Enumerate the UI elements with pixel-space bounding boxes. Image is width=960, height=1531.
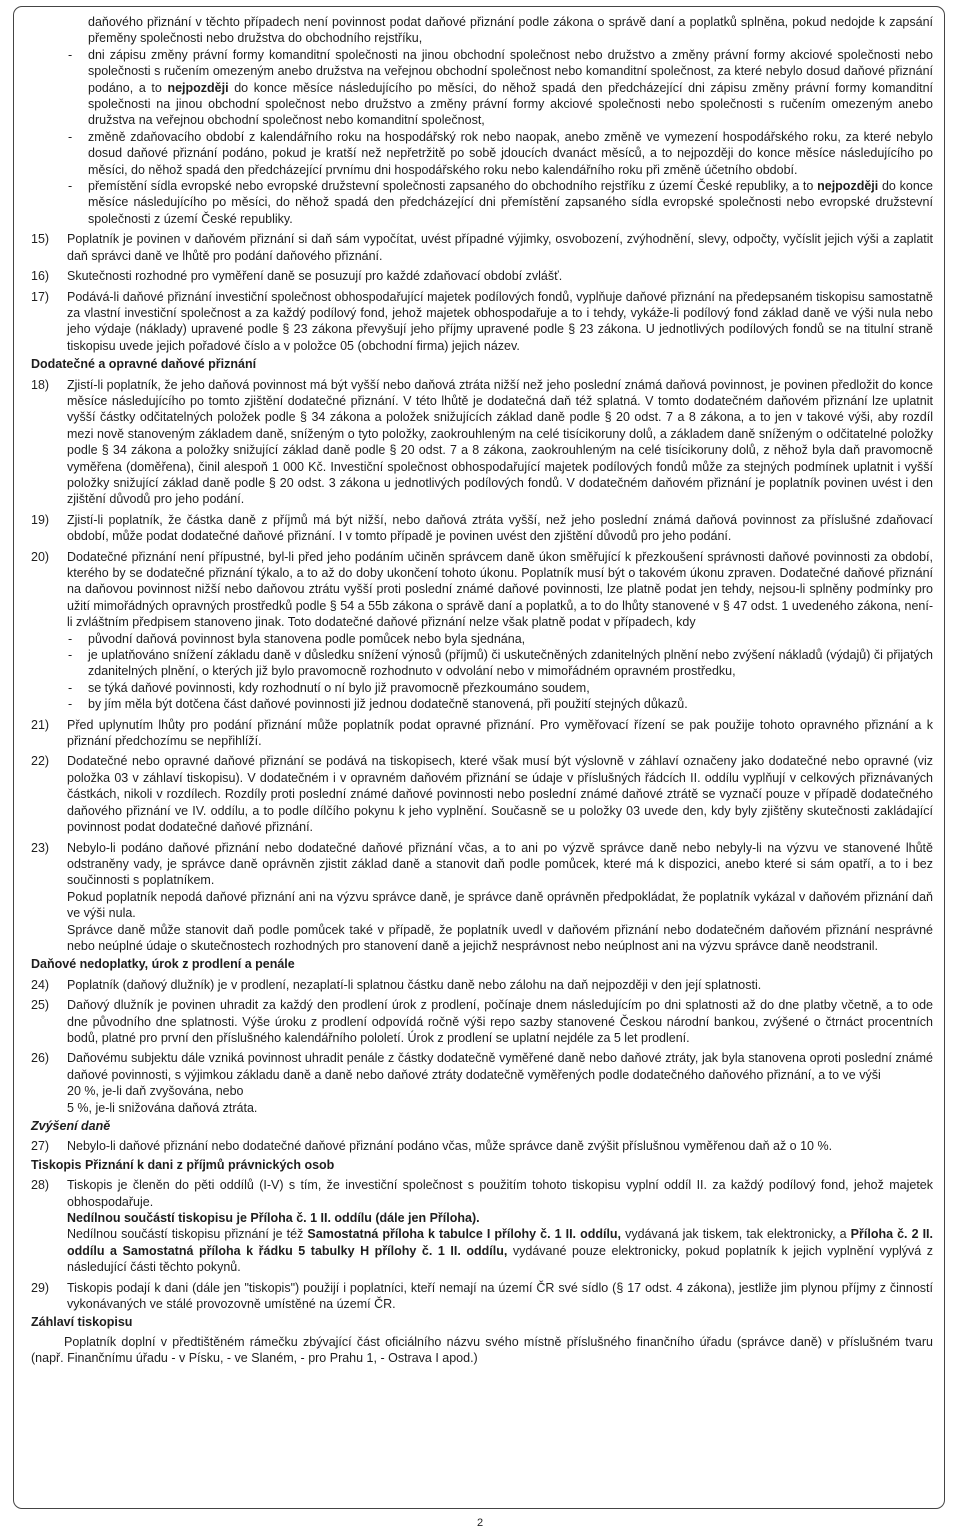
body-text: Daňovému subjektu dále vzniká povinnost uhradit penále z částky dodatečně vyměřené daně nebo daňové ztráty, jak byla stanovena oproti poslední známé daňové povinnosti, s výjimkou základu daně a daně nebo daňové ztráty dodatečně vyměřených podle dodatečného daňového přiznání, a to ve výši: [67, 1051, 933, 1082]
numbered-item: [31, 231, 933, 264]
indented-paragraph: [31, 1100, 933, 1116]
body-text: původní daňová povinnost byla stanovena podle pomůcek nebo byla sjednána,: [88, 631, 526, 646]
body-text: Podává-li daňové přiznání investiční společnost obhospodařující majetek podílových fondů, vyplňuje daňové přiznání na předepsaném tiskopisu samostatně za vlastní investiční společnost a za každý podílový fond, jehož majetek obhospodařuje a to i tehdy, vykáže-li podílový fond základ daně ve výši nula nebo jeho výdaje (náklady) upravené podle § 23 zákona převyšují jeho příjmy upravené podle § 23 zákona. U jednotlivých podílových fondů se na titulní straně tiskopisu uvede jejich pořadové číslo a v položce 05 (obchodní firma) jejich název.: [67, 289, 933, 353]
item-number: 25): [31, 998, 50, 1013]
list-dash: -: [68, 697, 73, 712]
item-number: 20): [31, 549, 50, 564]
body-text: je uplatňováno snížení základu daně v důsledku snížení výnosů (příjmů) či uskutečněných zdanitelných plnění nebo zvýšení nákladů (výdajů) či přijatých zdanitelných plnění, o kterých již bylo pravomocně rozhodnuto v odvolání nebo v mimořádném opravném prostředku,: [88, 648, 933, 679]
section-heading: Tiskopis Přiznání k dani z příjmů právnických osob: [31, 1157, 335, 1172]
numbered-item: [31, 1177, 933, 1210]
numbered-item: [31, 717, 933, 750]
item-number: 23): [31, 840, 50, 855]
body-text: Zjistí-li poplatník, že částka daně z příjmů má být nižší, nebo daňová ztráta vyšší, než jeho poslední známá daňová povinnost za příslušné zdaňovací období, může podat dodatečné daňové přiznání. I v tomto případě je povinen uvést den zjištění důvodů pro jeho podání.: [67, 512, 933, 544]
list-dash: -: [68, 129, 73, 144]
indented-paragraph: [31, 1210, 933, 1226]
sub-list-item: [31, 696, 933, 712]
item-number: 15): [31, 232, 50, 247]
item-number: 29): [31, 1280, 50, 1295]
numbered-item: [31, 840, 933, 889]
body-text: do konce měsíce následujícího po měsíci, do něhož spadá den předcházející dni přemístění zapsaného sídla evropské společnosti nebo evropské družstevní společnosti z území České republiky.: [88, 179, 933, 226]
body-text: Poplatník je povinen v daňovém přiznání si daň sám vypočítat, uvést případné výjimky, osvobození, zvýhodnění, slevy, odpočty, vyčíslit jejich výši a zaplatit daň správci daně ve lhůtě pro podání daňového přiznání.: [67, 232, 933, 263]
numbered-item: [31, 1280, 933, 1313]
item-number: 16): [31, 269, 50, 284]
body-text: Před uplynutím lhůty pro podání přiznání může poplatník podat opravné přiznání. Pro vyměřovací řízení se pak použije tohoto opravného přiznání a k přiznání předchozímu se nepřihlíží.: [67, 717, 933, 749]
item-number: 17): [31, 289, 50, 304]
list-dash: -: [68, 631, 73, 646]
body-text: Nebylo-li daňové přiznání nebo dodatečné daňové přiznání podáno včas, může správce daně zvýšit příslušnou vyměřenou daň až o 10 %.: [67, 1139, 833, 1154]
body-text: se týká daňové povinnosti, kdy rozhodnutí o ní bylo již pravomocně přezkoumáno soudem,: [88, 680, 590, 695]
numbered-item: [31, 289, 933, 355]
body-text: Nebylo-li podáno daňové přiznání nebo dodatečné daňové přiznání včas, a to ani po výzvě správce daně nebo nebyly-li na výzvu ve stanovené lhůtě odstraněny vady, je správce daně oprávněn zjistit základ daně a stanovit daň podle pomůcek, které má k dispozici, anebo které si sám opatří, a to i bez součinnosti s poplatníkem.: [67, 840, 933, 888]
numbered-item: [31, 977, 933, 993]
body-text: Dodatečné nebo opravné daňové přiznání se podává na tiskopisech, které však musí být výslovně v záhlaví označeny jako dodatečné nebo opravné (viz položka 03 v záhlaví tiskopisu). V dodatečném i v opravném daňovém přiznání se údaje v příslušných řádcích II. oddílu vyplňují v celkových přiznávaných částkách, nikoli v rozdílech. Rozdíly proti poslední známé daňové povinnosti nebo poslední známé daňové ztrátě se vyznačí pouze v případě dodatečného daňového přiznání ve IV. oddílu, a to podle dílčího pokynu k jeho vyplnění. Současně se u položky 03 uvede den, kdy byly zjištěny skutečnosti zakládající povinnost podat dodatečné daňové přiznání.: [67, 754, 933, 835]
body-text: Nedílnou součástí tiskopisu přiznání je též: [67, 1227, 308, 1242]
list-dash: -: [68, 680, 73, 695]
paragraph-continuation: [31, 14, 933, 47]
section-heading: Dodatečné a opravné daňové přiznání: [31, 357, 257, 372]
numbered-item: [31, 377, 933, 508]
body-text: Dodatečné přiznání není přípustné, byl-li před jeho podáním učiněn správcem daně úkon směřující k přezkoušení správnosti daňové povinnosti za období, kterého by se dodatečné přiznání týkalo, a to až do doby ukončení tohoto úkonu. Poplatník musí být o takovém úkonu zpraven. Dodatečné daňové přiznání na daňovou povinnost nižší nebo daňovou ztrátu vyšší proti poslední známé daňové povinnosti, lze platně podat jen tehdy, nejsou-li splněny podmínky pro užití mimořádných opravných prostředků podle § 54 a 55b zákona o správě daní a poplatků, a to do lhůty stanovené v § 47 odst. 1 uvedeného zákona, není-li zvláštním předpisem stanoveno jinak. Toto dodatečné daňové přiznání nelze však platně podat v případech, kdy: [67, 549, 933, 630]
numbered-item: [31, 549, 933, 631]
numbered-item: [31, 512, 933, 545]
indented-paragraph: [31, 1083, 933, 1099]
sub-list-item: [31, 647, 933, 680]
dash-list-item: [31, 178, 933, 227]
page-number: 2: [476, 1517, 484, 1529]
body-text: přemístění sídla evropské nebo evropské družstevní společnosti zapsaného do obchodního rejstříku z území České republiky, a to: [88, 179, 818, 194]
item-number: 22): [31, 754, 50, 769]
body-text: Tiskopis podají k dani (dále jen "tiskopis") použijí i poplatníci, kteří nemají na území ČR své sídlo (§ 17 odst. 4 zákona), jestliže jim plynou příjmy z činností vykonávaných ve stálé provozovně umístěné na území ČR.: [67, 1280, 933, 1312]
item-number: 27): [31, 1139, 50, 1154]
body-text: 20 %, je-li daň zvyšována, nebo: [67, 1084, 244, 1099]
body-text: Skutečnosti rozhodné pro vyměření daně se posuzují pro každé zdaňovací období zvlášť.: [67, 269, 563, 284]
document-body: [31, 14, 933, 1367]
list-dash: -: [68, 648, 73, 663]
section-heading: Daňové nedoplatky, úrok z prodlení a penále: [31, 957, 295, 972]
item-number: 26): [31, 1051, 50, 1066]
sub-list-item: [31, 631, 933, 647]
dash-list-item: [31, 129, 933, 178]
numbered-item: [31, 997, 933, 1046]
body-text: Zjistí-li poplatník, že jeho daňová povinnost má být vyšší nebo daňová ztráta nižší než jeho poslední známá daňová povinnost, je povinen předložit do konce měsíce následujícího po tomto zjištění dodatečné přiznání. V této lhůtě je dodatečná daň též splatná. V tomto dodatečném daňovém přiznání lze uplatnit vyšší částky odčitatelných položek podle § 34 zákona a položek snižujících základ daně podle § 20 odst. 7 a 8 zákona, a to jen v takové výši, aby rozdíl mezi nově stanoveným základem daně, sníženým o tyto položky, zaokrouhleným na celé tisícikoruny dolů, a základem daně sníženým o odčitatelné položky podle § 34 zákona a položky snižující základ daně podle § 20 odst. 7 a 8 zákona, zaokrouhleným na celé tisícikoruny dolů, z něhož byla daň pravomocně vyměřena (doměřena), činil alespoň 1 000 Kč. Investiční společnost obhospodařující majetek podílových fondů může za stejných podmínek uplatnit i vyšší položky snižující základ daně podle § 20 odst. 3 zákona u jednotlivých podílových fondů. V dodatečném daňovém přiznání je poplatník povinen uvést i den zjištění důvodů pro jeho podání.: [67, 377, 933, 507]
dash-list-item: [31, 47, 933, 129]
body-text: vydávaná jak tiskem, tak elektronicky, a: [621, 1227, 851, 1242]
indented-paragraph: [31, 889, 933, 922]
sub-list-item: [31, 680, 933, 696]
emphasis-text: nejpozději: [817, 179, 879, 194]
body-text: vydávané pouze elektronicky, pokud poplatník k jejich vyplnění vyplývá z následující části těchto pokynů.: [67, 1243, 933, 1275]
section-heading: Zvýšení daně: [31, 1119, 111, 1133]
emphasis-text: nejpozději: [167, 80, 229, 95]
item-number: 28): [31, 1178, 50, 1193]
indented-paragraph: [31, 1226, 933, 1275]
emphasis-text: Samostatná příloha k tabulce I přílohy č. 1 II. oddílu,: [307, 1227, 622, 1242]
body-text: Poplatník (daňový dlužník) je v prodlení, nezaplatí-li splatnou částku daně nebo zálohu na daň nejpozději v den její splatnosti.: [67, 977, 762, 992]
item-number: 21): [31, 717, 50, 732]
numbered-item: [31, 753, 933, 835]
body-text: by jím měla být dotčena část daňové povinnosti již jednou dodatečně stanovená, při použití stejných důkazů.: [88, 697, 688, 712]
item-number: 24): [31, 977, 50, 992]
emphasis-text: Nedílnou součástí tiskopisu je Příloha č. 1 II. oddílu (dále jen Příloha).: [67, 1211, 480, 1226]
numbered-item: [31, 1050, 933, 1083]
section-heading: Záhlaví tiskopisu: [31, 1315, 133, 1330]
body-text: do konce měsíce následujícího po měsíci, do něhož spadá den předcházející dni zápisu změny právní formy komanditní společnosti na jinou obchodní společnost nebo družstvo a změny právní formy akciové společnosti nebo společnosti s ručením omezeným anebo družstva na veřejnou obchodní společnost nebo komanditní společnost,: [88, 80, 934, 128]
item-number: 18): [31, 377, 50, 392]
body-text: daňového přiznání v těchto případech není povinnost podat daňové přiznání podle zákona o správě daní a poplatků splněna, pokud nedojde k zapsání přeměny společnosti nebo družstva do obchodního rejstříku,: [88, 15, 933, 46]
body-text: 5 %, je-li snižována daňová ztráta.: [67, 1100, 258, 1115]
numbered-item: [31, 268, 933, 284]
list-dash: -: [68, 179, 73, 194]
body-text: Tiskopis je členěn do pěti oddílů (I-V) s tím, že investiční společnost s použitím tohoto tiskopisu vyplní oddíl II. za každý podílový fond, jehož majetek obhospodařuje.: [67, 1178, 933, 1209]
list-dash: -: [68, 47, 73, 62]
numbered-item: [31, 1138, 933, 1154]
body-text: změně zdaňovacího období z kalendářního roku na hospodářský rok nebo naopak, anebo změně ve vymezení hospodářského roku, za které nebylo dosud daňové přiznání podáno, pokud je kratší než nepřetržitě po sobě jdoucích dvanáct měsíců, a to nejpozději do konce měsíce následujícího po měsíci, do něhož spadá den předcházející prvnímu dni hospodářského roku nebo kalendářního roku při změně účetního období.: [88, 129, 933, 177]
lead-paragraph: [31, 1334, 933, 1367]
body-text: Poplatník doplní v předtištěném rámečku zbývající část oficiálního názvu svého místně příslušného finančního úřadu (správce daně) v příslušném tvaru (např. Finančnímu úřadu - v Písku, - ve Slaném, - pro Prahu 1, - Ostrava I apod.): [31, 1334, 933, 1366]
item-number: 19): [31, 512, 50, 527]
body-text: Správce daně může stanovit daň podle pomůcek také v případě, že poplatník uvedl v daňovém přiznání nebo dodatečném daňovém přiznání nesprávné nebo neúplné údaje o skutečnostech rozhodných pro stanovení daně a jejichž nesprávnost nebo neúplnost ani na výzvu správce daně neodstranil.: [67, 922, 933, 953]
indented-paragraph: [31, 922, 933, 955]
body-text: Pokud poplatník nepodá daňové přiznání ani na výzvu správce daně, je správce daně oprávněn předpokládat, že poplatník vykázal v daňovém přiznání daň ve výši nula.: [67, 889, 933, 921]
body-text: dni zápisu změny právní formy komanditní společnosti na jinou obchodní společnost nebo družstvo a změny právní formy akciové společnosti nebo společnosti s ručením omezeným anebo družstva na veřejnou obchodní společnost nebo komanditní společnost, za které nebylo dosud daňové přiznání podáno, a to: [88, 47, 933, 95]
body-text: Daňový dlužník je povinen uhradit za každý den prodlení úrok z prodlení, počínaje dnem následujícím po dni splatnosti až do dne platby včetně, a to ode dne původního dne splatnosti. Výše úroku z prodlení odpovídá ročně výši repo sazby stanovené Českou národní bankou, zvýšené o čtrnáct procentních bodů, platné pro první den příslušného kalendářního pololetí. Úrok z prodlení se uplatní nejdéle za 5 let prodlení.: [67, 998, 933, 1045]
emphasis-text: Příloha č. 2 II. oddílu a Samostatná příloha k řádku 5 tabulky H přílohy č. 1 II. oddílu,: [67, 1227, 933, 1258]
